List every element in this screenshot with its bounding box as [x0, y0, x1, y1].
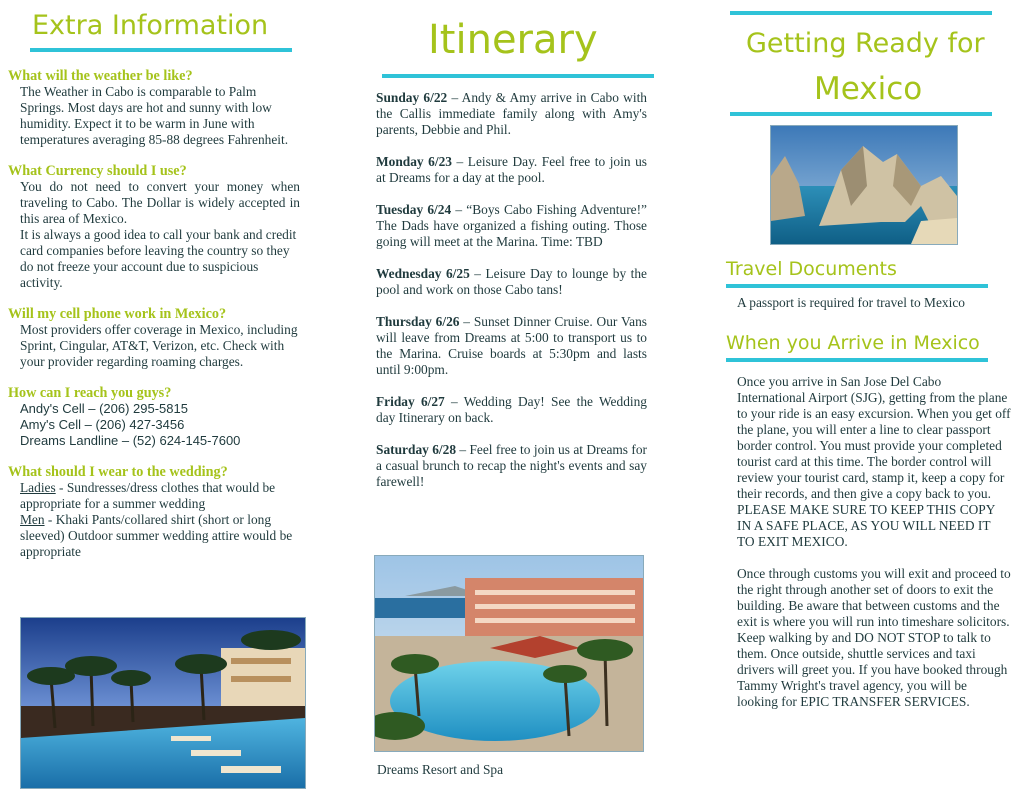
contact-amy: Amy's Cell – (206) 427-3456	[20, 417, 185, 432]
ladies-text: - Sundresses/dress clothes that would be appropriate for a summer wedding	[20, 480, 276, 511]
faq-answer: The Weather in Cabo is comparable to Palm Springs. Most days are hot and sunny with low humidity. Expect it to be warm in June with temperatures averaging 85-88 degrees Fahrenheit.	[20, 84, 289, 147]
men-text: - Khaki Pants/collared shirt (short or long sleeved) Outdoor summer wedding attire would be appropriate	[20, 512, 293, 559]
itinerary-text: – Wedding Day! See the Wedding day Itinerary on back.	[376, 394, 647, 425]
itinerary-day: Wednesday 6/25	[376, 266, 470, 281]
itinerary-list	[376, 90, 647, 490]
itinerary-day: Monday 6/23	[376, 154, 452, 169]
dreams-resort-photo	[375, 556, 643, 751]
faq-currency	[8, 163, 300, 291]
title-rule	[730, 112, 992, 116]
mexico-title: Mexico	[814, 71, 923, 107]
faq-contacts	[8, 385, 300, 449]
contact-andy: Andy's Cell – (206) 295-5815	[20, 401, 188, 416]
resort-pool-photo	[21, 618, 305, 788]
arrival-paragraph-2: Once through customs you will exit and proceed to the right through another set of doors to exit the building. Be aware that between customs and the exit is where you will run into timeshare solicitors. Keep walking by and DO NOT STOP to talk to them. Once outside, shuttle services and taxi drivers will greet you. If you have booked through Tammy Wright's travel agency, you will be looking for EPIC TRANSFER SERVICES.	[737, 566, 1011, 709]
faq-question: What will the weather be like?	[8, 68, 193, 84]
itinerary-text: – Andy & Amy arrive in Cabo with the Callis immediate family along with Amy's parents, Debbie and Phil.	[376, 90, 647, 137]
itinerary-item-monday	[376, 154, 647, 186]
itinerary-item-tuesday	[376, 202, 647, 250]
itinerary-day: Tuesday 6/24	[376, 202, 452, 217]
attire-men	[20, 512, 300, 560]
itinerary-text: – Leisure Day to lounge by the pool and work on those Cabo tans!	[376, 266, 647, 297]
extra-information-title: Extra Information	[32, 10, 269, 41]
men-label: Men	[20, 512, 45, 527]
attire-ladies	[20, 480, 300, 512]
faq-attire	[8, 464, 300, 560]
itinerary-day: Thursday 6/26	[376, 314, 460, 329]
itinerary-item-wednesday	[376, 266, 647, 298]
itinerary-item-sunday	[376, 90, 647, 138]
faq-cell-phone	[8, 306, 300, 370]
arrival-title: When you Arrive in Mexico	[726, 332, 980, 354]
itinerary-day: Sunday 6/22	[376, 90, 448, 105]
itinerary-title: Itinerary	[428, 17, 598, 63]
faq-weather	[8, 68, 300, 148]
title-rule	[30, 48, 292, 52]
itinerary-day: Friday 6/27	[376, 394, 445, 409]
itinerary-text: – Sunset Dinner Cruise. Our Vans will leave from Dreams at 5:00 to transport us to the Marina. Cruise boards at 5:30pm and lasts until 9:00pm.	[376, 314, 647, 377]
getting-ready-panel	[724, 0, 1016, 116]
section-rule	[726, 284, 988, 288]
top-rule	[730, 11, 992, 15]
contact-dreams: Dreams Landline – (52) 624-145-7600	[20, 433, 241, 448]
faq-answer: You do not need to convert your money when traveling to Cabo. The Dollar is widely accepted in this area of Mexico.	[20, 179, 300, 226]
faq-question: What should I wear to the wedding?	[8, 464, 228, 480]
faq-question: What Currency should I use?	[8, 163, 187, 179]
itinerary-item-saturday	[376, 442, 647, 490]
section-rule	[726, 358, 988, 362]
itinerary-text: – Feel free to join us at Dreams for a casual brunch to recap the night's events and say farewell!	[376, 442, 647, 489]
arrival-section	[726, 330, 1018, 710]
itinerary-item-thursday	[376, 314, 647, 378]
arrival-paragraph-1: Once you arrive in San Jose Del Cabo International Airport (SJG), getting from the plane to your ride is an easy excursion. When you get off the plane, you will enter a line to clear passport border control. You must provide your completed tourist card at this time. The border control will review your tourist card, stamp it, keep a copy for their records, and then give a copy back to you. PLEASE MAKE SURE TO KEEP THIS COPY IN A SAFE PLACE, AS YOU WILL NEED IT TO EXIT MEXICO.	[737, 374, 1011, 549]
getting-ready-title: Getting Ready for	[746, 28, 985, 59]
travel-documents-text: A passport is required for travel to Mexico	[737, 295, 965, 310]
itinerary-text: – Leisure Day. Feel free to join us at Dreams for a day at the pool.	[376, 154, 647, 185]
faq-question: Will my cell phone work in Mexico?	[8, 306, 227, 322]
travel-documents-section	[726, 256, 1018, 311]
travel-documents-title: Travel Documents	[726, 258, 897, 280]
dreams-resort-caption: Dreams Resort and Spa	[377, 762, 504, 777]
faq-answer: Most providers offer coverage in Mexico, including Sprint, Cingular, AT&T, Verizon, etc. Check with your provider regarding roaming charges.	[20, 322, 298, 369]
itinerary-panel	[376, 0, 647, 490]
title-rule	[382, 74, 654, 78]
itinerary-text: – “Boys Cabo Fishing Adventure!” The Dads have organized a fishing outing. Those going will meet at the Marina. Time: TBD	[376, 202, 647, 249]
faq-question: How can I reach you guys?	[8, 385, 172, 401]
ladies-label: Ladies	[20, 480, 56, 495]
extra-information-panel	[8, 0, 300, 560]
cabo-arch-photo	[771, 126, 957, 244]
itinerary-day: Saturday 6/28	[376, 442, 457, 457]
faq-answer: It is always a good idea to call your bank and credit card companies before leaving the country so they do not freeze your account due to suspicious activity.	[20, 227, 297, 290]
itinerary-item-friday	[376, 394, 647, 426]
